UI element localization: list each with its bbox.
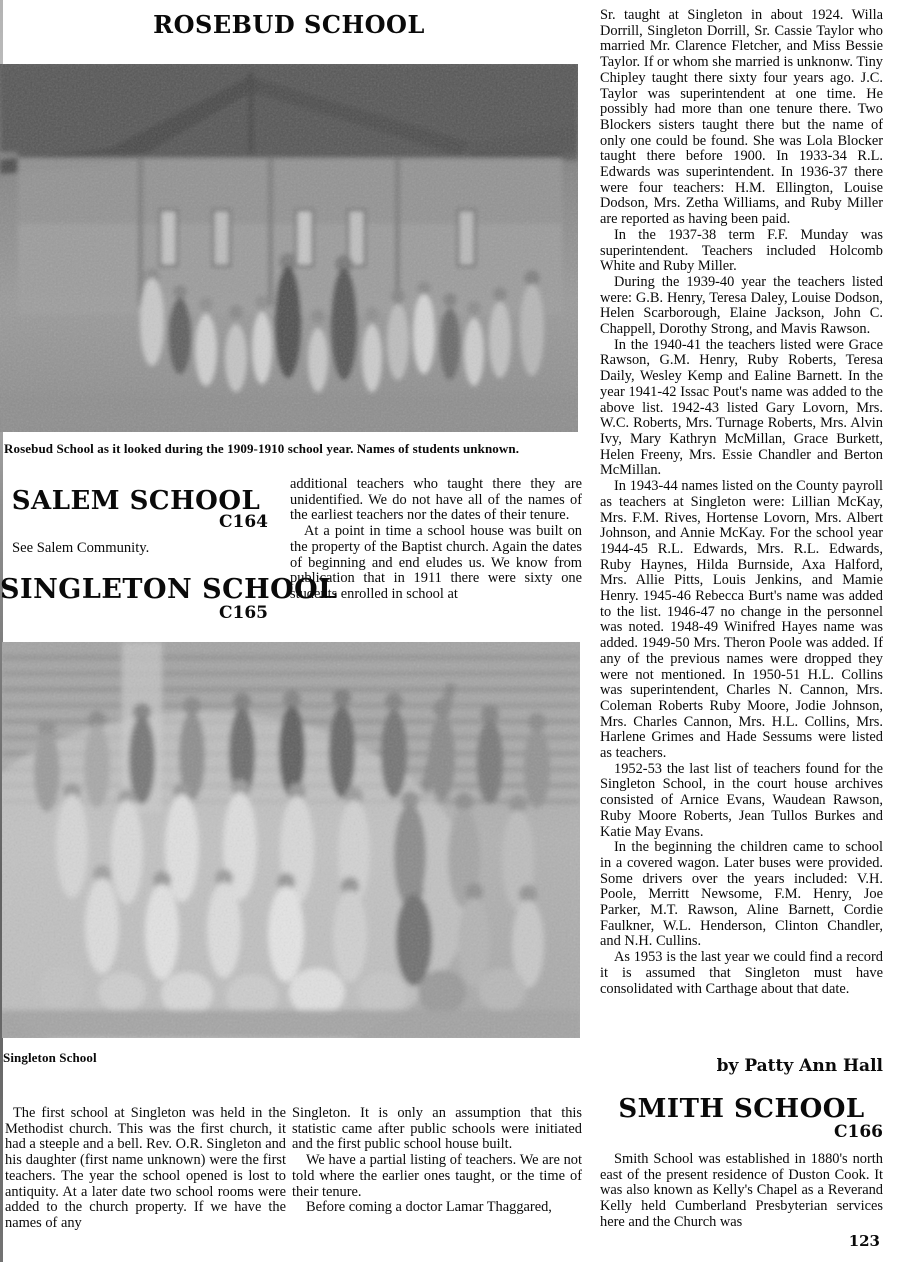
paragraph: Singleton. It is only an assumption that this statistic came after public schools were initiated and the first public school house built. xyxy=(292,1106,582,1153)
singleton-text-right-column xyxy=(600,8,883,997)
paragraph: Smith School was established in 1880's north east of the present residence of Duston Cook. It was also known as Kelly's Chapel as a Reverand Kelly held Cumberland Presbyterian services here and the Church was xyxy=(600,1152,883,1230)
singleton-school-heading: SINGLETON SCHOOL xyxy=(0,574,338,605)
paragraph: During the 1939-40 year the teachers listed were: G.B. Henry, Teresa Daley, Louise Dodson, Helen Scarborough, Elaine Jackson, John C. Chappell, Dorothy Strong, and Mavis Rawson. xyxy=(600,273,883,338)
paragraph: In the 1937-38 term F.F. Munday was superintendent. Teachers included Holcomb White and Ruby Miller. xyxy=(600,226,883,275)
byline: by Patty Ann Hall xyxy=(716,1056,883,1076)
rosebud-school-photo xyxy=(0,64,578,432)
singleton-text-middle-bottom xyxy=(292,1106,582,1216)
paragraph: In the beginning the children came to school in a covered wagon. Later buses were provided. Some drivers over the years included: V.H. Poole, Merritt Newsome, F.M. Henry, Joe Parker, M.T. Rawson, Aline Barnett, Cordie Faulkner, W.L. Henderson, Clinton Chandler, and N.H. Cullins. xyxy=(600,839,883,950)
paragraph: As 1953 is the last year we could find a record it is assumed that Singleton must have consolidated with Carthage about that date. xyxy=(600,949,883,997)
paragraph: Sr. taught at Singleton in about 1924. Willa Dorrill, Singleton Dorrill, Sr. Cassie Taylor who married Mr. Clarence Fletcher, and Miss Bessie Taylor. If or whom she married is unknonw. Tiny Chipley taught there sixty four years ago. J.C. Taylor was superintendent at one time. He possibly had more than one tenure there. Two Blockers sisters taught there but the name of only one could be found. She was Lola Blocker taught there before 1900. In 1933-34 R.L. Edwards was superintendent. In 1936-37 there were four teachers: H.M. Ellington, Louise Dodson, Mrs. Zetha Williams, and Ruby Miller are reported as having been paid. xyxy=(600,8,883,228)
singleton-school-code: C165 xyxy=(218,603,268,623)
paragraph: Before coming a doctor Lamar Thaggared, xyxy=(306,1199,552,1216)
smith-school-heading: SMITH SCHOOL xyxy=(618,1094,865,1124)
singleton-school-photo xyxy=(2,642,580,1038)
rosebud-photo-caption: Rosebud School as it looked during the 1909-1910 school year. Names of students unknown. xyxy=(4,441,520,456)
singleton-text-middle-top xyxy=(290,477,582,603)
rosebud-photo-art xyxy=(0,64,578,432)
paragraph: In the 1940-41 the teachers listed were Grace Rawson, G.M. Henry, Ruby Roberts, Teresa Daily, Wesley Kemp and Ealine Barnett. In the year 1941-42 Issac Pout's name was added to the above list. 1942-43 listed Gary Lovorn, Mrs. W.C. Roberts, Mrs. Turnage Roberts, Mrs. Alvin Ivy, Mary Kathryn McMillan, Grace Burkett, Helen Freeny, Mrs. Essie Chandler and Berton McMillan. xyxy=(600,336,883,479)
smith-school-code: C166 xyxy=(833,1122,883,1142)
paragraph: 1952-53 the last list of teachers found for the Singleton School, in the court house archives consisted of Arnice Evans, Waudean Rawson, Ruby Moore Roberts, Jean Tullos Burkes and Katie May Evans. xyxy=(600,760,883,840)
singleton-photo-art xyxy=(2,642,580,1038)
paragraph: In 1943-44 names listed on the County payroll as teachers at Singleton were: Lillian McKay, Mrs. F.M. Rives, Hortense Lovorn, Mrs. Albert Johnson, and Annie McKay. For the school year 1944-45 R.L. Edwards, Mrs. R.L. Edwards, Ruby Haynes, Hilda Burnside, Axa Halford, Mrs. Allie Pitts, Louis Jenkins, and Mamie Henry. 1945-46 Rebecca Burt's name was added to the list. 1946-47 no change in the personnel was noted. 1948-49 Winifred Hayes name was added. 1949-50 Mrs. Theron Poole was added. If any of the previous names were dropped they were not mentioned. In 1950-51 H.L. Collins was superintendent, Charles N. Cannon, Mrs. Coleman Roberts Ruby Moore, Jodie Johnson, Mrs. Charles Cannon, Mrs. H.L. Collins, Mrs. Harlene Grimes and Hade Sessums were listed as teachers. xyxy=(600,478,883,762)
smith-school-text xyxy=(600,1152,883,1231)
paragraph: We have a partial listing of teachers. We are not told where the earlier ones taught, or the time of their tenure. xyxy=(292,1152,582,1200)
paragraph: The first school at Singleton was held in the Methodist church. This was the first church, it had a steeple and a bell. Rev. O.R. Singleton and his daughter (first name unknown) were the first teachers. The year the school opened is lost to antiquity. At a later date two school rooms were added to the church property. If we have the names of any xyxy=(5,1106,286,1231)
salem-school-note: See Salem Community. xyxy=(12,540,150,556)
paragraph: additional teachers who taught there they are unidentified. We do not have all of the names of the earliest teachers nor the dates of their tenure. xyxy=(290,477,582,524)
singleton-photo-caption: Singleton School xyxy=(3,1050,97,1065)
salem-school-code: C164 xyxy=(218,512,268,532)
paragraph: At a point in time a school house was built on the property of the Baptist church. Again the dates of beginning and end eludes us. We know from publication that in 1911 there were sixty one students enrolled in school at xyxy=(290,523,582,602)
page-number: 123 xyxy=(848,1232,880,1250)
singleton-text-left-bottom xyxy=(5,1106,286,1232)
salem-school-heading: SALEM SCHOOL xyxy=(11,486,261,516)
page-title: ROSEBUD SCHOOL xyxy=(153,10,425,39)
